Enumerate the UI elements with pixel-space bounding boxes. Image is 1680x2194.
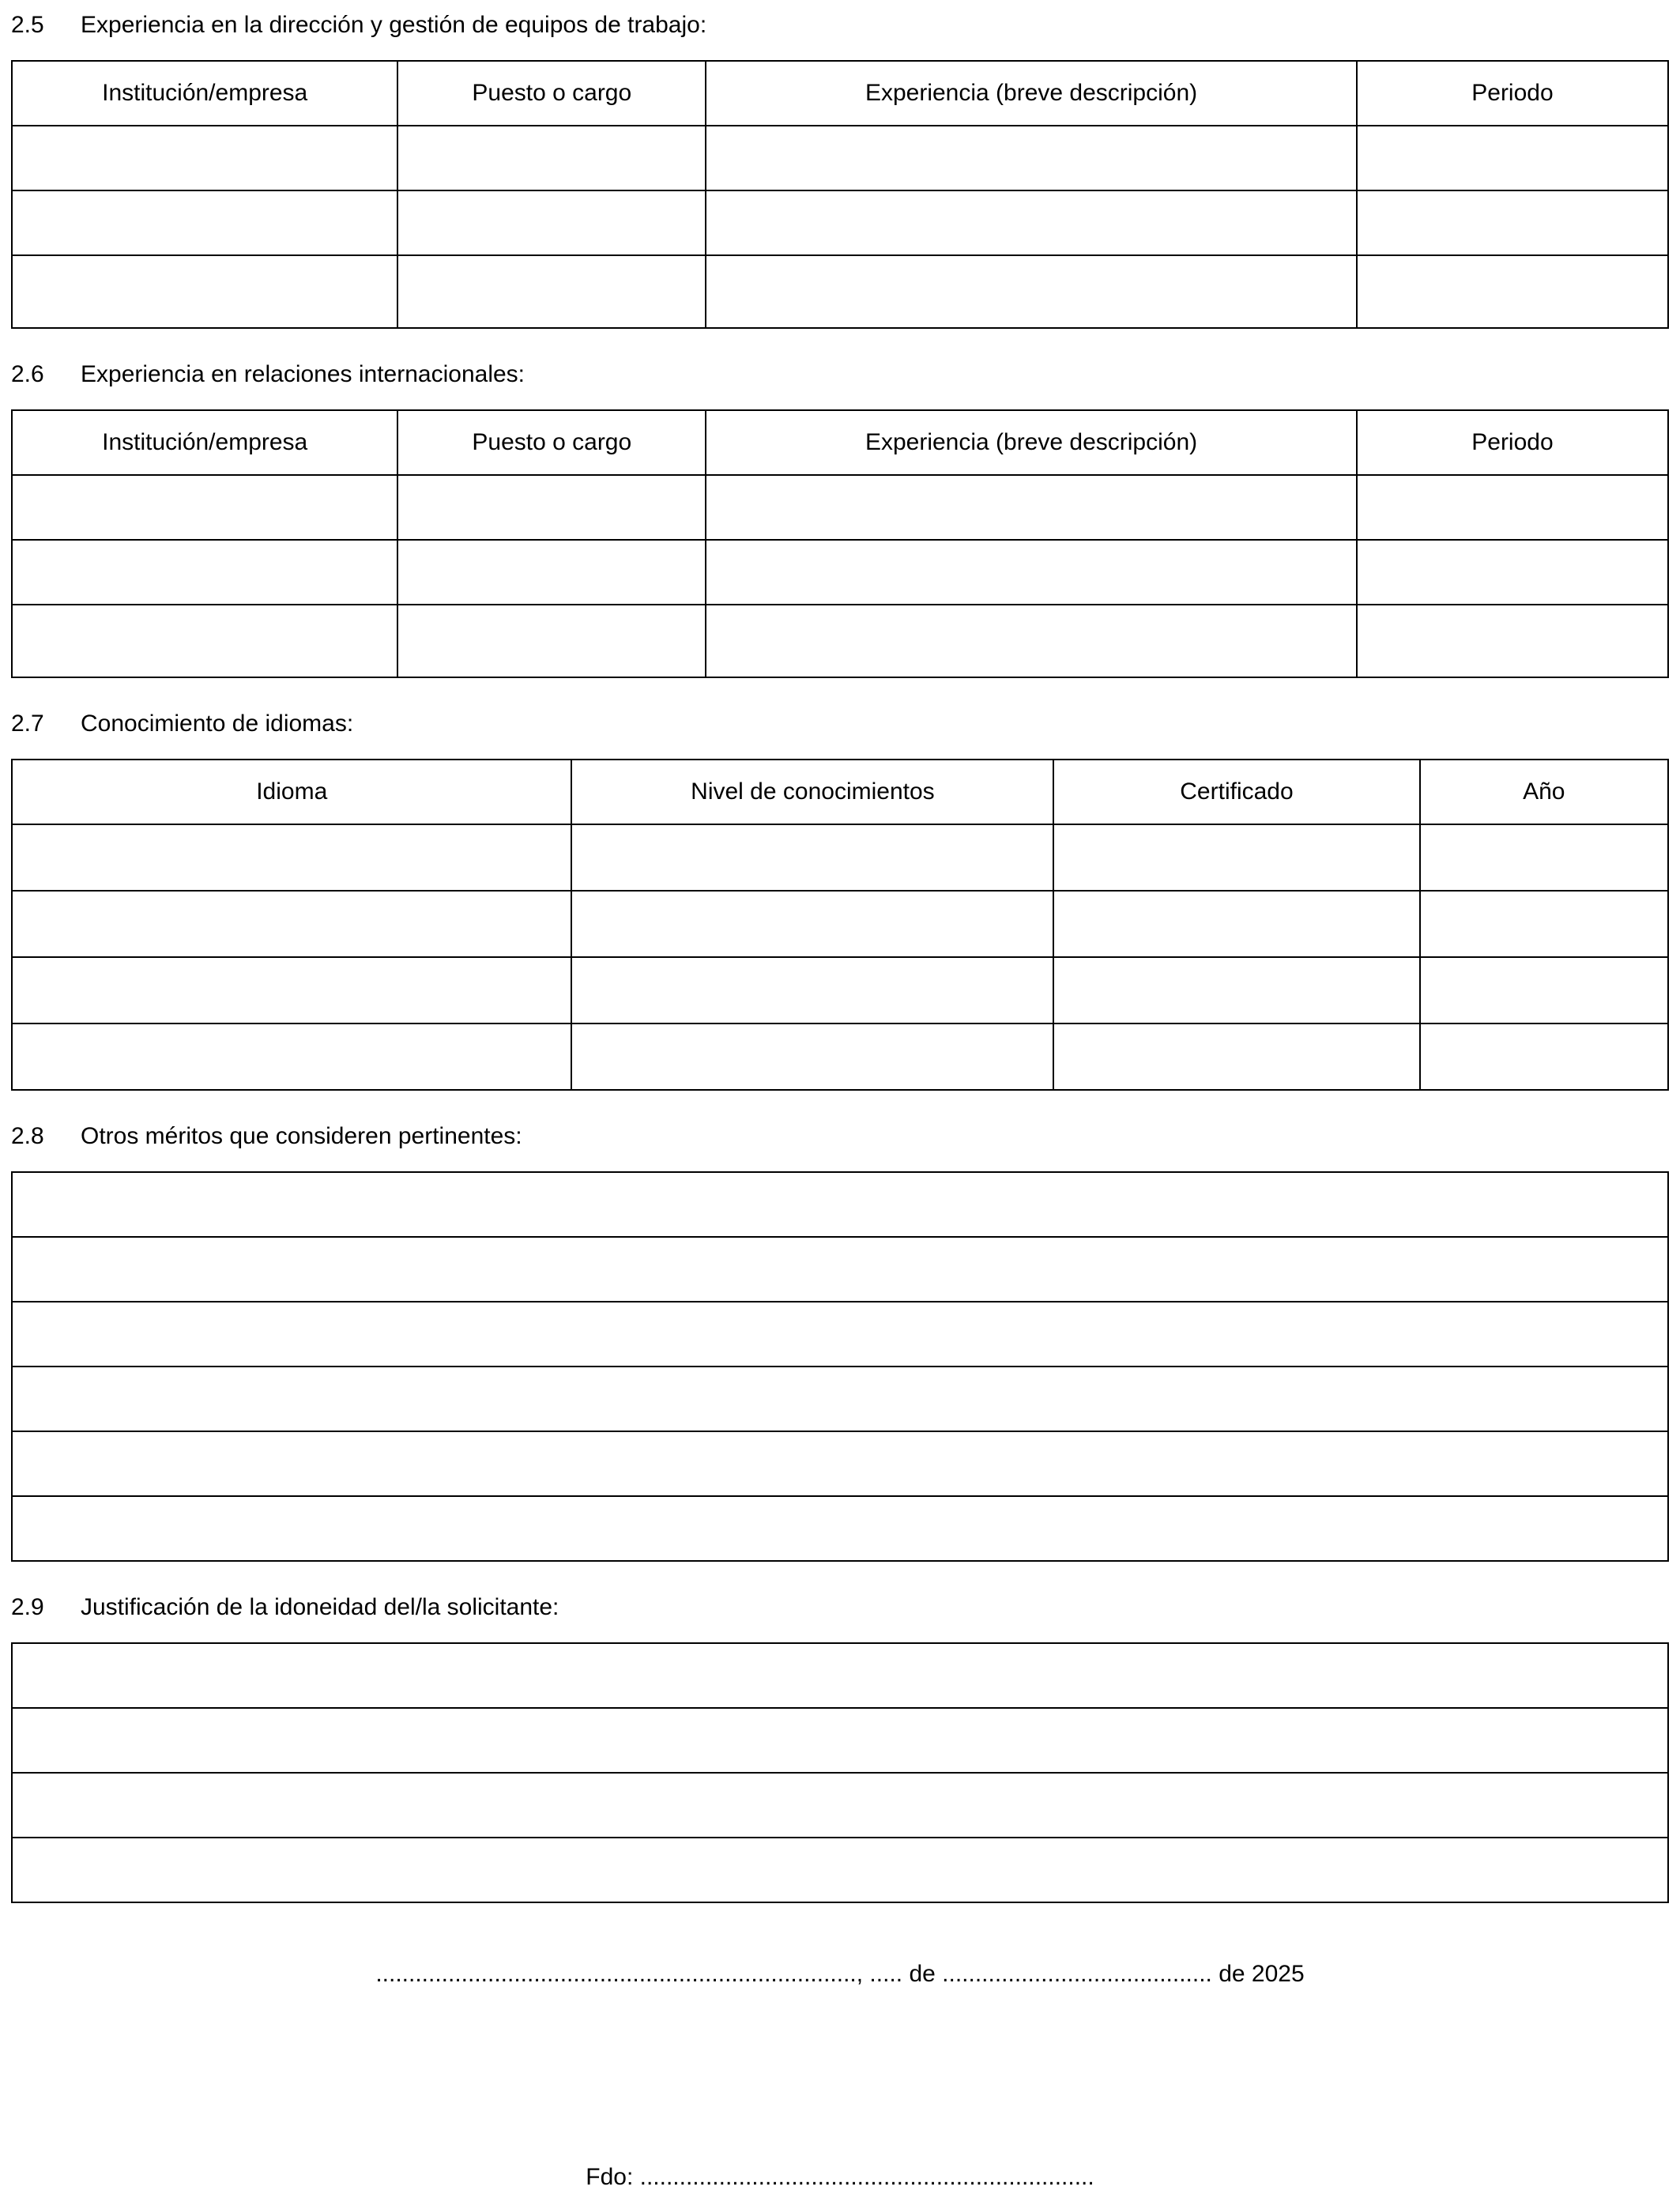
section-2-6 [11, 360, 1669, 678]
table-header-row [12, 760, 1668, 824]
empty-cell [1053, 1023, 1419, 1090]
header-cell-periodo: Periodo [1357, 410, 1668, 475]
header-cell-experiencia: Experiencia (breve descripción) [706, 61, 1357, 126]
table-row [12, 1431, 1668, 1496]
empty-cell [12, 190, 397, 255]
section-2-7 [11, 710, 1669, 1091]
empty-cell [571, 957, 1053, 1023]
section-number: 2.9 [11, 1594, 44, 1620]
section-2-9 [11, 1593, 1669, 1903]
section-number: 2.7 [11, 711, 44, 737]
section-title: Justificación de la idoneidad del/la solicitante: [81, 1594, 559, 1620]
table-row [12, 1708, 1668, 1773]
empty-cell [1357, 475, 1668, 540]
section-number: 2.5 [11, 12, 44, 38]
section-2-5-heading [11, 11, 1669, 40]
header-cell-experiencia: Experiencia (breve descripción) [706, 410, 1357, 475]
empty-cell [397, 190, 706, 255]
empty-cell [1357, 190, 1668, 255]
table-row [12, 126, 1668, 190]
empty-cell [12, 540, 397, 605]
table-row [12, 1237, 1668, 1302]
table-row [12, 1302, 1668, 1367]
empty-cell [706, 475, 1357, 540]
empty-cell [12, 255, 397, 328]
empty-cell [1357, 255, 1668, 328]
suitability-justification-table [11, 1642, 1669, 1903]
empty-cell [12, 957, 571, 1023]
empty-cell [397, 475, 706, 540]
header-cell-puesto: Puesto o cargo [397, 61, 706, 126]
empty-cell [706, 190, 1357, 255]
table-row [12, 605, 1668, 677]
international-experience-table [11, 409, 1669, 678]
table-row [12, 255, 1668, 328]
empty-cell [706, 540, 1357, 605]
empty-cell [12, 605, 397, 677]
table-row [12, 1172, 1668, 1237]
table-row [12, 1838, 1668, 1902]
empty-cell [571, 1023, 1053, 1090]
empty-cell [1420, 891, 1668, 957]
section-2-7-heading [11, 710, 1669, 738]
header-cell-periodo: Periodo [1357, 61, 1668, 126]
empty-cell [1053, 957, 1419, 1023]
empty-cell [12, 1496, 1668, 1561]
section-title: Experiencia en la dirección y gestión de equipos de trabajo: [81, 12, 707, 38]
table-row [12, 190, 1668, 255]
section-2-8-heading [11, 1122, 1669, 1151]
table-row [12, 1496, 1668, 1561]
section-number: 2.6 [11, 361, 44, 387]
empty-cell [12, 1708, 1668, 1773]
empty-cell [397, 126, 706, 190]
empty-cell [12, 1643, 1668, 1708]
empty-cell [12, 1237, 1668, 1302]
empty-cell [12, 126, 397, 190]
table-row [12, 824, 1668, 891]
empty-cell [1053, 891, 1419, 957]
table-row [12, 1023, 1668, 1090]
table-row [12, 540, 1668, 605]
header-cell-institucion: Institución/empresa [12, 410, 397, 475]
empty-cell [1357, 126, 1668, 190]
empty-cell [706, 255, 1357, 328]
empty-cell [12, 475, 397, 540]
empty-cell [12, 1023, 571, 1090]
other-merits-table [11, 1171, 1669, 1562]
table-row [12, 475, 1668, 540]
empty-cell [706, 605, 1357, 677]
empty-cell [1420, 1023, 1668, 1090]
empty-cell [1420, 824, 1668, 891]
header-cell-institucion: Institución/empresa [12, 61, 397, 126]
empty-cell [12, 1773, 1668, 1838]
table-row [12, 1643, 1668, 1708]
empty-cell [1357, 540, 1668, 605]
empty-cell [571, 891, 1053, 957]
section-title: Otros méritos que consideren pertinentes: [81, 1123, 522, 1149]
empty-cell [571, 824, 1053, 891]
header-cell-certificado: Certificado [1053, 760, 1419, 824]
header-cell-idioma: Idioma [12, 760, 571, 824]
header-cell-nivel: Nivel de conocimientos [571, 760, 1053, 824]
date-place-line: ........................................................................., ..... de ......................................... de 2025 [375, 1961, 1305, 1987]
section-title: Experiencia en relaciones internacionales: [81, 361, 525, 387]
empty-cell [12, 891, 571, 957]
empty-cell [1357, 605, 1668, 677]
section-2-5 [11, 11, 1669, 329]
empty-cell [397, 540, 706, 605]
header-cell-puesto: Puesto o cargo [397, 410, 706, 475]
signature-line: Fdo: ..................................................................... [586, 2164, 1094, 2190]
empty-cell [12, 824, 571, 891]
empty-cell [397, 255, 706, 328]
table-header-row [12, 410, 1668, 475]
section-2-6-heading [11, 360, 1669, 389]
languages-table [11, 759, 1669, 1091]
header-cell-ano: Año [1420, 760, 1668, 824]
section-2-8 [11, 1122, 1669, 1562]
empty-cell [12, 1838, 1668, 1902]
empty-cell [12, 1172, 1668, 1237]
table-row [12, 891, 1668, 957]
empty-cell [397, 605, 706, 677]
empty-cell [12, 1431, 1668, 1496]
table-row [12, 1773, 1668, 1838]
empty-cell [12, 1302, 1668, 1367]
section-2-9-heading [11, 1593, 1669, 1622]
empty-cell [1420, 957, 1668, 1023]
empty-cell [1053, 824, 1419, 891]
section-title: Conocimiento de idiomas: [81, 711, 354, 737]
empty-cell [12, 1367, 1668, 1431]
experience-management-table [11, 60, 1669, 329]
table-row [12, 1367, 1668, 1431]
empty-cell [706, 126, 1357, 190]
table-row [12, 957, 1668, 1023]
table-header-row [12, 61, 1668, 126]
section-number: 2.8 [11, 1123, 44, 1149]
